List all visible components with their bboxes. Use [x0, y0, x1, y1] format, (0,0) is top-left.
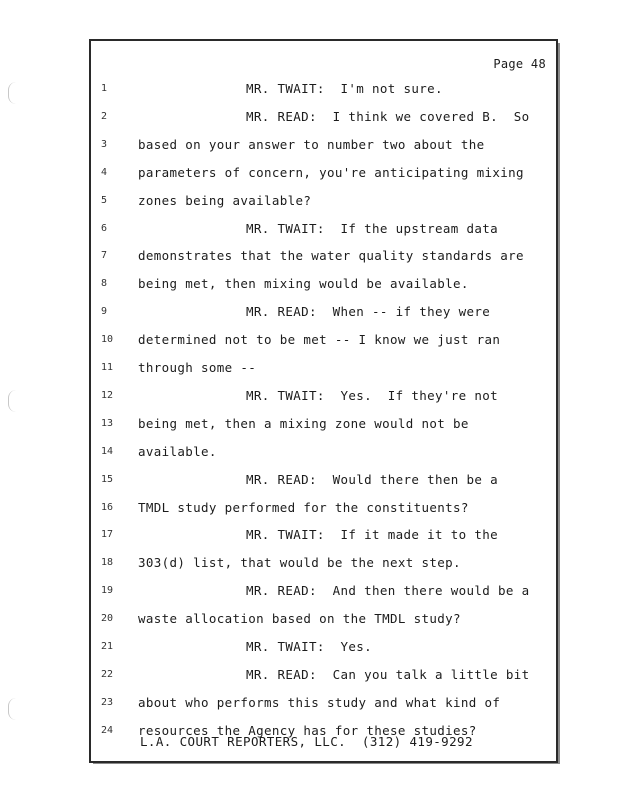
line-text: resources the Agency has for these studies?	[138, 722, 477, 738]
line-text: MR. TWAIT: I'm not sure.	[246, 81, 443, 96]
transcript-line	[91, 302, 556, 330]
line-number: 21	[101, 641, 114, 652]
line-number: 5	[101, 194, 108, 206]
line-number: 14	[101, 445, 114, 457]
transcript-line	[91, 693, 556, 721]
line-number: 18	[101, 557, 114, 569]
line-number: 4	[101, 166, 108, 178]
line-number: 6	[101, 222, 108, 234]
transcript-line	[91, 386, 556, 414]
transcript-line	[91, 498, 556, 526]
line-number: 1	[101, 83, 108, 94]
line-text: being met, then mixing would be available.	[138, 276, 469, 292]
line-number: 8	[101, 278, 108, 290]
line-text: MR. READ: And then there would be a	[246, 583, 530, 599]
transcript-line	[91, 274, 556, 302]
line-number: 2	[101, 110, 108, 122]
line-number: 19	[101, 585, 114, 597]
line-text: MR. READ: Can you talk a little bit	[246, 666, 530, 682]
transcript-line	[91, 246, 556, 274]
transcript-page	[89, 39, 558, 763]
line-number: 11	[101, 362, 114, 373]
transcript-line	[91, 609, 556, 637]
line-number: 16	[101, 501, 114, 513]
court-reporter-footer: L.A. COURT REPORTERS, LLC. (312) 419-9292	[140, 734, 473, 749]
line-text: available.	[138, 443, 217, 459]
line-number: 20	[101, 613, 114, 625]
line-text: MR. READ: When -- if they were	[246, 304, 491, 320]
line-text: MR. TWAIT: Yes.	[246, 639, 373, 654]
line-number: 9	[101, 306, 108, 318]
transcript-line	[91, 581, 556, 609]
line-text: about who performs this study and what kind of	[138, 694, 501, 710]
transcript-line	[91, 219, 556, 247]
line-number: 15	[101, 473, 114, 485]
line-number: 23	[101, 696, 114, 708]
transcript-line	[91, 107, 556, 135]
binder-hole-mark	[8, 390, 17, 412]
line-text: MR. READ: Would there then be a	[246, 471, 499, 487]
transcript-line	[91, 330, 556, 358]
binder-hole-mark	[8, 698, 17, 720]
transcript-line	[91, 665, 556, 693]
line-text: demonstrates that the water quality standards are	[138, 248, 524, 264]
transcript-line	[91, 163, 556, 191]
line-number: 22	[101, 668, 114, 680]
line-number: 24	[101, 724, 114, 736]
transcript-line	[91, 191, 556, 219]
line-number: 12	[101, 389, 114, 401]
transcript-line	[91, 135, 556, 163]
line-text: MR. TWAIT: If the upstream data	[246, 220, 499, 236]
line-text: TMDL study performed for the constituents?	[138, 499, 469, 515]
line-text: waste allocation based on the TMDL study?	[138, 611, 461, 627]
transcript-line	[91, 442, 556, 470]
transcript-line	[91, 553, 556, 581]
line-text: zones being available?	[138, 192, 312, 208]
line-number: 10	[101, 334, 114, 346]
line-text: determined not to be met -- I know we just ran	[138, 332, 501, 348]
transcript-line	[91, 637, 556, 665]
line-text: MR. READ: I think we covered B. So	[246, 108, 530, 124]
page-number: Page 48	[493, 57, 546, 71]
binder-hole-mark	[8, 82, 17, 104]
transcript-line	[91, 79, 556, 107]
line-text: based on your answer to number two about the	[138, 136, 485, 152]
line-text: MR. TWAIT: Yes. If they're not	[246, 387, 499, 403]
line-number: 13	[101, 417, 114, 429]
transcript-line	[91, 414, 556, 442]
line-text: 303(d) list, that would be the next step.	[138, 555, 461, 571]
line-text: parameters of concern, you're anticipating mixing	[138, 164, 524, 180]
line-number: 7	[101, 250, 108, 262]
transcript-line	[91, 358, 556, 386]
line-text: being met, then a mixing zone would not be	[138, 415, 469, 431]
line-number: 17	[101, 529, 114, 541]
line-text: MR. TWAIT: If it made it to the	[246, 527, 499, 543]
transcript-line	[91, 525, 556, 553]
line-number: 3	[101, 138, 108, 150]
line-text: through some --	[138, 360, 257, 375]
transcript-line	[91, 470, 556, 498]
